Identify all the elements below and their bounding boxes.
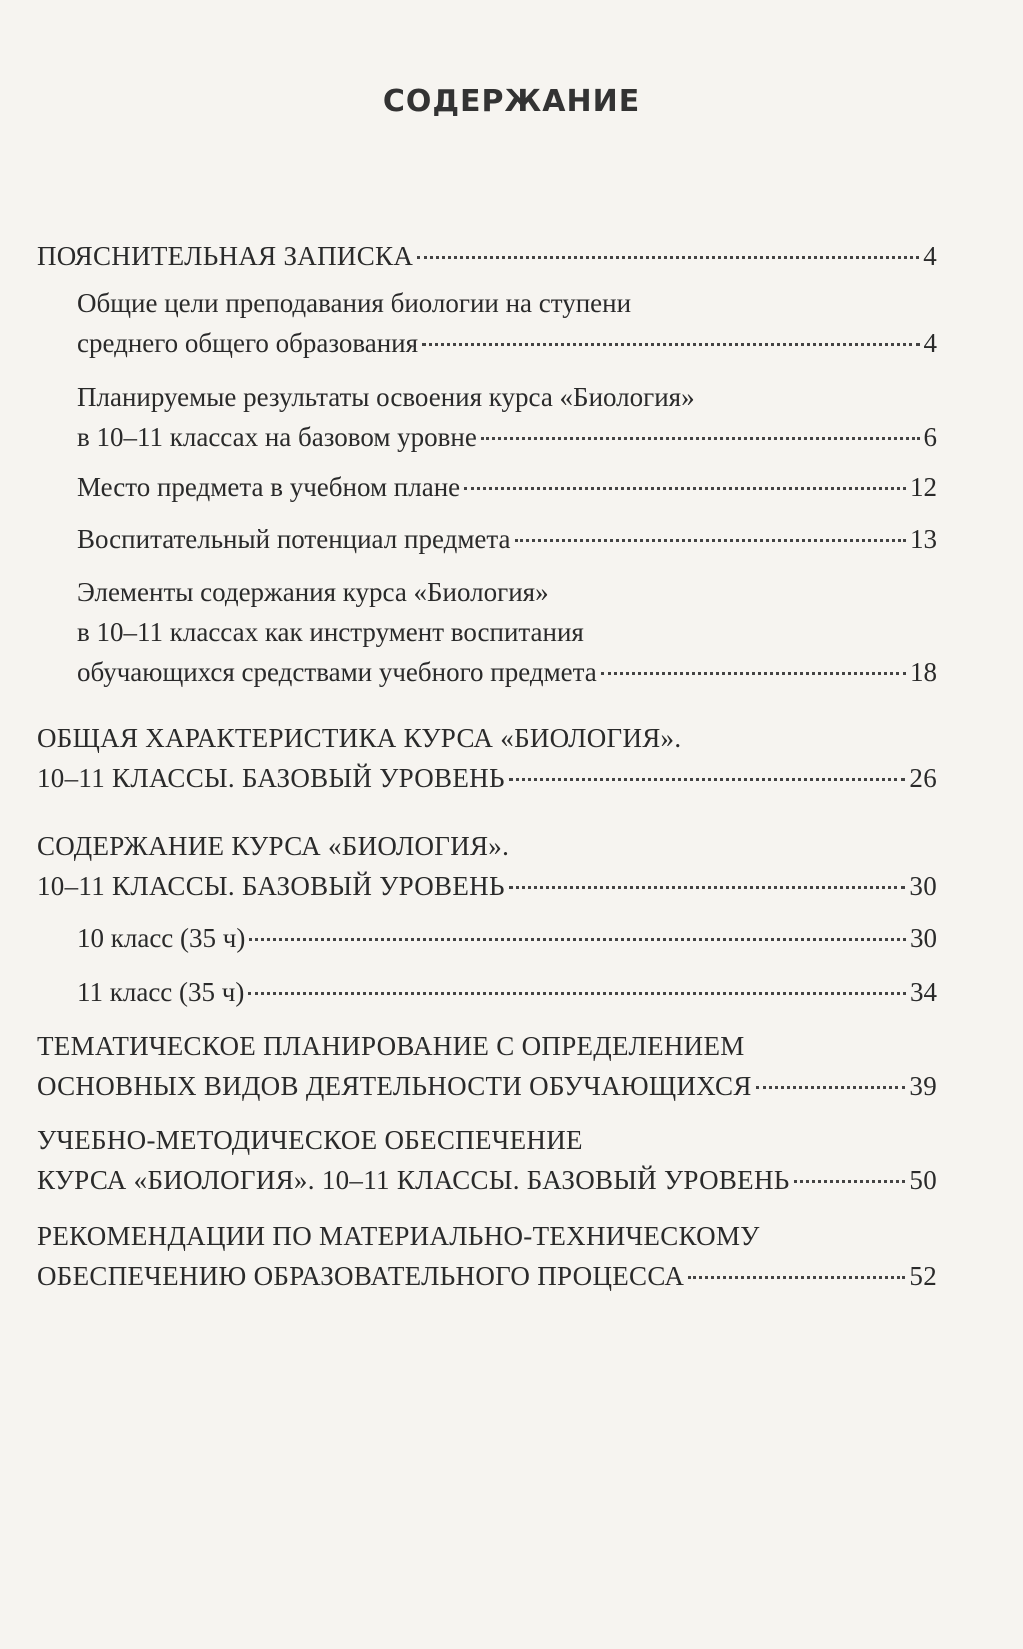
dot-leader <box>464 487 906 490</box>
toc-entry-lastline <box>77 417 937 457</box>
toc-entry[interactable] <box>77 972 937 1012</box>
toc-page-number: 50 <box>909 1165 937 1195</box>
toc-entry-text: 10–11 КЛАССЫ. БАЗОВЫЙ УРОВЕНЬ <box>37 871 505 901</box>
toc-entry-text: ОБЕСПЕЧЕНИЮ ОБРАЗОВАТЕЛЬНОГО ПРОЦЕССА <box>37 1261 685 1291</box>
toc-entry-lastline <box>37 758 937 798</box>
toc-page-number: 4 <box>923 241 937 271</box>
toc-entry-lastline <box>77 323 937 363</box>
dot-leader <box>601 672 906 675</box>
toc-entry-lastline <box>37 1066 937 1106</box>
toc-entry-lastline <box>77 972 937 1012</box>
dot-leader <box>688 1276 905 1279</box>
toc-entry-lastline <box>37 1160 937 1200</box>
toc-entry-text: Общие цели преподавания биологии на ступени <box>77 288 632 318</box>
toc-entry-text: РЕКОМЕНДАЦИИ ПО МАТЕРИАЛЬНО-ТЕХНИЧЕСКОМУ <box>37 1221 760 1251</box>
toc-entry[interactable] <box>37 1216 937 1296</box>
dot-leader <box>509 778 906 781</box>
toc-entry-text: обучающихся средствами учебного предмета <box>77 657 597 687</box>
toc-entry-text: СОДЕРЖАНИЕ КУРСА «БИОЛОГИЯ». <box>37 831 510 861</box>
toc-entry[interactable] <box>37 236 937 276</box>
toc-entry-lastline <box>77 652 937 692</box>
dot-leader <box>248 992 906 995</box>
toc-page-number: 4 <box>923 328 937 358</box>
toc-entry[interactable] <box>37 1026 937 1106</box>
toc-page-number: 26 <box>909 763 937 793</box>
toc-page-number: 18 <box>910 657 937 687</box>
toc-entry-text: ОБЩАЯ ХАРАКТЕРИСТИКА КУРСА «БИОЛОГИЯ». <box>37 723 682 753</box>
dot-leader <box>422 343 919 346</box>
toc-entry-text: КУРСА «БИОЛОГИЯ». 10–11 КЛАССЫ. БАЗОВЫЙ УРОВЕНЬ <box>37 1165 790 1195</box>
toc-entry-lastline <box>77 519 937 559</box>
toc-entry[interactable] <box>77 519 937 559</box>
toc-entry-text: в 10–11 классах на базовом уровне <box>77 422 477 452</box>
toc-entry-lastline <box>37 1256 937 1296</box>
toc-entry[interactable] <box>77 467 937 507</box>
toc-entry-lastline <box>37 866 937 906</box>
toc-entry[interactable] <box>37 718 937 798</box>
toc-entry-text: Воспитательный потенциал предмета <box>77 524 511 554</box>
dot-leader <box>509 886 906 889</box>
toc-entry-text: Планируемые результаты освоения курса «Биология» <box>77 382 695 412</box>
toc-entry-text: УЧЕБНО-МЕТОДИЧЕСКОЕ ОБЕСПЕЧЕНИЕ <box>37 1125 583 1155</box>
toc-page-number: 6 <box>923 422 937 452</box>
toc-entry-text: ОСНОВНЫХ ВИДОВ ДЕЯТЕЛЬНОСТИ ОБУЧАЮЩИХСЯ <box>37 1071 752 1101</box>
dot-leader <box>756 1086 906 1089</box>
toc-entry-text: 10 класс (35 ч) <box>77 923 246 953</box>
toc-page-number: 12 <box>910 472 937 502</box>
dot-leader <box>515 539 906 542</box>
toc-entry[interactable] <box>37 1120 937 1200</box>
toc-entry-text: 11 класс (35 ч) <box>77 977 245 1007</box>
toc-page-number: 30 <box>909 871 937 901</box>
toc-entry-text: Элементы содержания курса «Биология» <box>77 577 549 607</box>
toc-page-number: 52 <box>909 1261 937 1291</box>
toc-entry[interactable] <box>77 918 937 958</box>
toc-entry-text: ПОЯСНИТЕЛЬНАЯ ЗАПИСКА <box>37 241 414 271</box>
toc-entry[interactable] <box>77 572 937 692</box>
toc-entry[interactable] <box>77 377 937 457</box>
dot-leader <box>417 256 919 259</box>
toc-entry-text: 10–11 КЛАССЫ. БАЗОВЫЙ УРОВЕНЬ <box>37 763 505 793</box>
toc-entry-text: в 10–11 классах как инструмент воспитания <box>77 617 584 647</box>
dot-leader <box>481 437 920 440</box>
toc-entry-lastline <box>77 918 937 958</box>
toc-entry-text: среднего общего образования <box>77 328 419 358</box>
toc-entry-lastline <box>77 467 937 507</box>
toc-entry-text: Место предмета в учебном плане <box>77 472 461 502</box>
toc-entry[interactable] <box>37 826 937 906</box>
toc-page-number: 34 <box>910 977 937 1007</box>
dot-leader <box>249 938 906 941</box>
toc-entry-lastline <box>37 236 937 276</box>
page-title: СОДЕРЖАНИЕ <box>382 84 641 119</box>
dot-leader <box>794 1180 906 1183</box>
toc-entry[interactable] <box>77 283 937 363</box>
toc-page-number: 39 <box>909 1071 937 1101</box>
toc-page-number: 13 <box>910 524 937 554</box>
toc-entry-text: ТЕМАТИЧЕСКОЕ ПЛАНИРОВАНИЕ С ОПРЕДЕЛЕНИЕМ <box>37 1031 745 1061</box>
toc-page-number: 30 <box>910 923 937 953</box>
